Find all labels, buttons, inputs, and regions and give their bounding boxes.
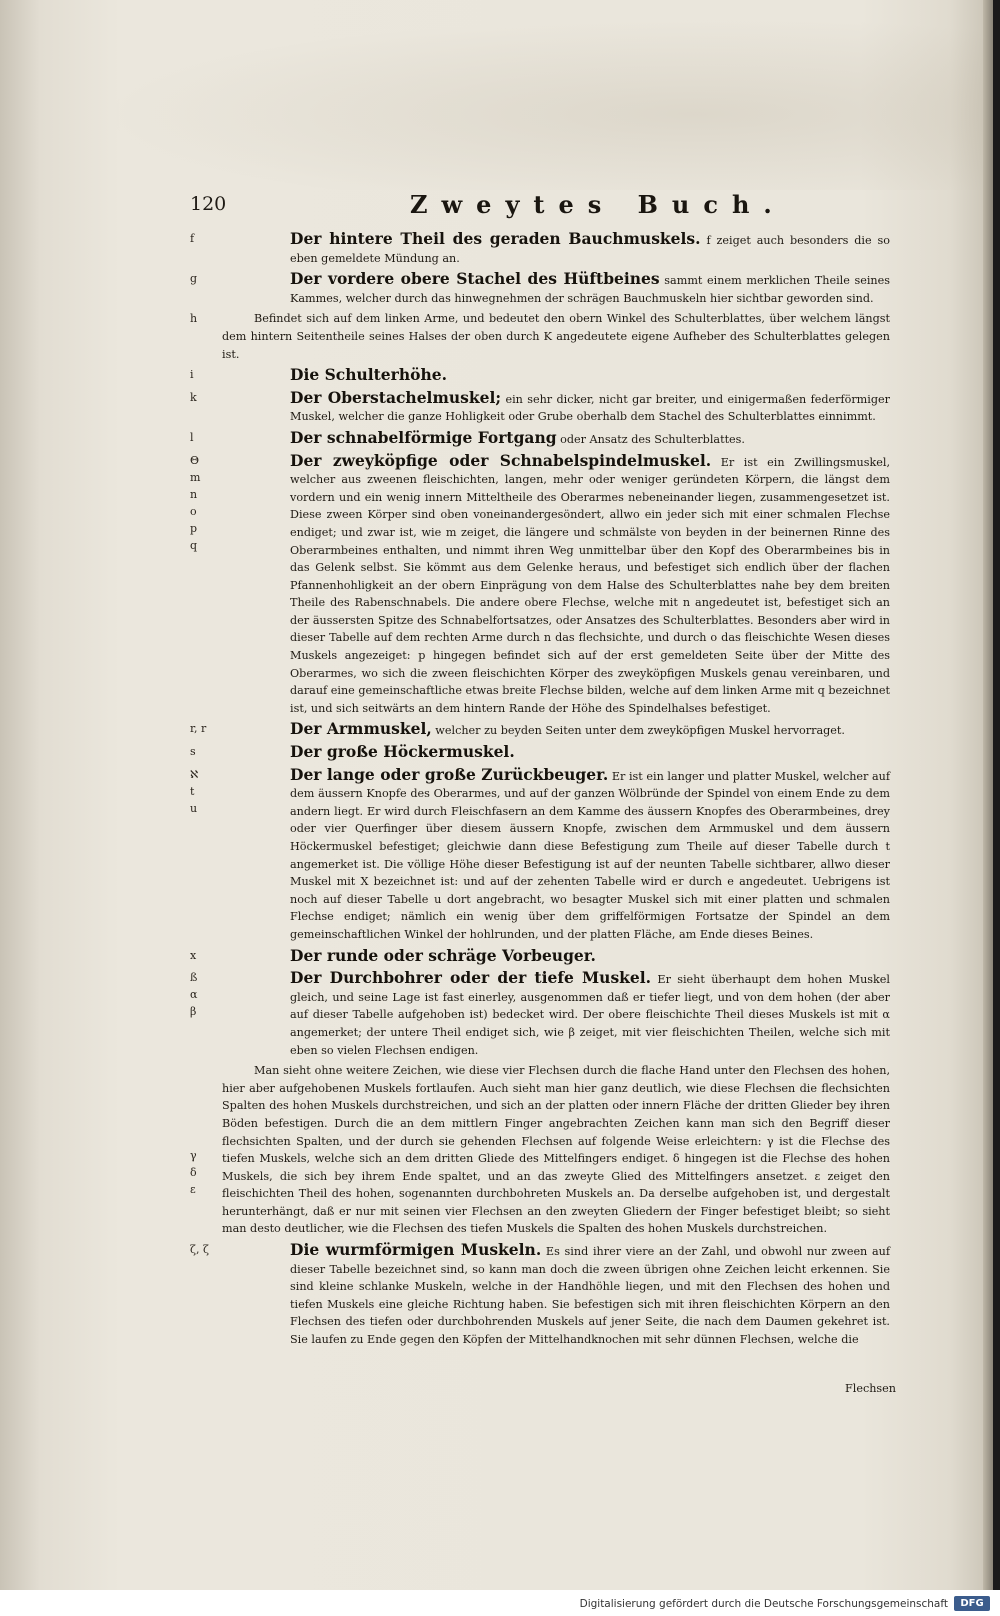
entry bbox=[190, 1241, 890, 1349]
dfg-logo: DFG bbox=[954, 1596, 990, 1611]
entry bbox=[190, 743, 890, 763]
entry-text bbox=[222, 230, 890, 267]
margin-marker: t bbox=[190, 784, 195, 798]
entry-markers bbox=[190, 452, 222, 718]
entry-text bbox=[222, 766, 890, 944]
entry-markers bbox=[190, 720, 222, 740]
page-number: 120 bbox=[190, 193, 227, 215]
margin-marker: r, r bbox=[190, 722, 207, 736]
entry-text bbox=[222, 720, 890, 740]
entry-markers bbox=[190, 230, 222, 267]
entry bbox=[190, 270, 890, 307]
entry-body: Er sieht überhaupt dem hohen Muskel gleich, und seine Lage ist fast einerley, ausgenommen daß er tiefer liegt, und von dem hohen (der aber auf dieser Tabelle aufgehoben ist) bedecket wird. Der obere fleischichte Theil dieses Muskels ist mit α angemerket; der untere Theil endiget sich, wie β zeiget, mit vier fleischichten Theilen, welche sich mit eben so vielen Flechsen endigen. bbox=[290, 973, 890, 1057]
entry-markers bbox=[190, 310, 222, 363]
running-head: Zweytes Buch. bbox=[410, 190, 786, 219]
catchword: Flechsen bbox=[845, 1382, 896, 1395]
margin-marker: γ bbox=[190, 1149, 197, 1163]
entry-heading: Die wurmförmigen Muskeln. bbox=[290, 1240, 542, 1260]
margin-marker: u bbox=[190, 801, 198, 815]
entry bbox=[190, 947, 890, 967]
margin-marker: p bbox=[190, 521, 198, 535]
entry-body: Es sind ihrer viere an der Zahl, und obwohl nur zween auf dieser Tabelle bezeichnet sind, so kann man doch die zween übrigen ohne Zeichen leicht erkennen. Sie sind kleine schlanke Muskeln, welche in der Handhöhle liegen, und mit den Flechsen des hohen und tiefen Muskels eine gleiche Richtung haben. Sie befestigen sich mit ihren fleischichten Körpern an den Flechsen des tiefen oder durchbohrenden Muskels auf jener Seite, die nach dem Daumen gekehret ist. Sie laufen zu Ende gegen den Köpfen der Mittelhandknochen mit sehr dünnen Flechsen, welche die bbox=[290, 1245, 890, 1347]
entry-body: oder Ansatz des Schulterblattes. bbox=[556, 432, 745, 446]
entry-body: Er ist ein langer und platter Muskel, welcher auf dem äussern Knopfe des Oberarmes, und auf der ganzen Wölbründe der Spindel von einem Ende zu dem andern liegt. Er wird durch Fleischfasern an dem Kamme des äussern Knopfes des Oberarmbeines, drey oder vier Querfinger über diesem äussern Knopfe, zwischen dem Armmuskel und dem äussern Höckermuskel befestiget; gleichwie dann diese Befestigung zum Theile auf dieser Tabelle durch t angemerket ist. Die völlige Höhe dieser Befestigung ist auf der neunten Tabelle sichtbarer, allwo dieser Muskel mit X bezeichnet ist: und auf der zehenten Tabelle wird er durch e angedeutet. Uebrigens ist noch auf dieser Tabelle u dort angebracht, wo besagter Muskel sich mit einer platten und schmalen Flechse endiget; nämlich ein wenig über dem griffelförmigen Fortsatze der Spindel an dem gemeinschaftlichen Winkel der hohlrunden, und der platten Fläche, am Ende dieses Beines. bbox=[290, 769, 890, 941]
entry-markers bbox=[190, 1241, 222, 1349]
entry-heading: Die Schulterhöhe. bbox=[290, 365, 447, 385]
entry-body: Befindet sich auf dem linken Arme, und bedeutet den obern Winkel des Schulterblattes, über welchem längst dem hintern Seitentheile seines Halses der oben durch K angedeutete eigene Aufheber des Schulterblattes gelegen ist. bbox=[222, 312, 890, 361]
margin-marker: x bbox=[190, 948, 197, 962]
margin-marker: f bbox=[190, 232, 195, 245]
entry bbox=[190, 230, 890, 267]
margin-marker bbox=[190, 1096, 222, 1113]
entry-text bbox=[222, 1241, 890, 1349]
entry-text bbox=[222, 947, 890, 967]
page-edge bbox=[983, 0, 993, 1590]
entry-markers bbox=[190, 270, 222, 307]
margin-marker: β bbox=[190, 1005, 197, 1019]
entry-body: sammt einem merklichen Theile seines Kammes, welcher durch das hinwegnehmen der schrägen Bauchmuskeln hier sichtbar geworden sind. bbox=[290, 274, 890, 305]
entry-markers bbox=[190, 743, 222, 763]
entry-body: f zeiget auch besonders die so eben gemeldete Mündung an. bbox=[290, 234, 890, 265]
entry bbox=[190, 366, 890, 386]
entry-markers bbox=[190, 969, 222, 1059]
entry-heading: Der schnabelförmige Fortgang bbox=[290, 427, 557, 447]
entry bbox=[190, 310, 890, 363]
entry-body: Man sieht ohne weitere Zeichen, wie diese vier Flechsen durch die flache Hand unter den Flechsen des hohen, hier aber aufgehobenen Muskels fortlaufen. Auch sieht man hier ganz deutlich, wie diese Flechsen die flechsichten Spalten des hohen Muskels durchstreichen, und sich an der platten oder innern Fläche der dritten Glieder bey ihren Böden befestigen. Durch die an dem mittlern Finger angebrachten Zeichen kann man sich den Begriff dieser flechsichten Spalten, und der durch sie gehenden Flechsen auf folgende Weise erleichtern: γ ist die Flechse des tiefen Muskels, welche sich an dem dritten Gliede des Mittelfingers endiget. δ hingegen ist die Flechse des hohen Muskels, die sich bey ihrem Ende spaltet, und an das zweyte Glied des Mittelfingers ansetzet. ε zeiget den fleischichten Theil des hohen, sogenannten durchbohreten Muskels an. Da derselbe aufgehoben ist, und dergestalt herunterhängt, daß er nur mit seinen vier Flechsen an den zweyten Gliedern der Finger befestiget bleibt; so sieht man desto deutlicher, wie die Flechsen des tiefen Muskels die Spalten des hohen Muskels durchstreichen. bbox=[222, 1064, 890, 1236]
margin-marker: Θ bbox=[190, 453, 200, 467]
entry-markers bbox=[190, 429, 222, 449]
entry-text bbox=[222, 969, 890, 1059]
entry-body: welcher zu beyden Seiten unter dem zweyköpfigen Muskel hervorraget. bbox=[431, 724, 845, 738]
bleed-through-shading bbox=[0, 0, 993, 190]
entry-heading: Der zweyköpfige oder Schnabelspindelmuskel. bbox=[290, 450, 712, 470]
margin-marker: h bbox=[190, 312, 198, 326]
entry-heading: Der Armmuskel, bbox=[290, 719, 432, 739]
entry-list bbox=[190, 230, 890, 1349]
margin-marker: ℵ bbox=[190, 767, 199, 781]
entry-markers bbox=[190, 366, 222, 386]
margin-marker: ε bbox=[190, 1183, 196, 1197]
entry-heading: Der runde oder schräge Vorbeuger. bbox=[290, 945, 596, 965]
footer-credit: Digitalisierung gefördert durch die Deutsche Forschungsgemeinschaft bbox=[579, 1598, 948, 1610]
margin-marker: ζ, ζ bbox=[190, 1243, 209, 1257]
entry-heading: Der große Höckermuskel. bbox=[290, 742, 515, 762]
entry-text bbox=[222, 429, 890, 449]
entry-heading: Der Oberstachelmuskel; bbox=[290, 387, 502, 407]
entry-text bbox=[222, 366, 890, 386]
margin-marker: l bbox=[190, 430, 194, 444]
margin-marker: q bbox=[190, 538, 198, 552]
margin-marker bbox=[190, 1130, 222, 1147]
entry bbox=[190, 452, 890, 718]
entry-markers bbox=[190, 947, 222, 967]
margin-marker: α bbox=[190, 988, 198, 1002]
margin-marker bbox=[190, 1062, 222, 1079]
entry-heading: Der Durchbohrer oder der tiefe Muskel. bbox=[290, 968, 652, 988]
entry bbox=[190, 969, 890, 1059]
margin-marker: k bbox=[190, 390, 197, 404]
entry-text bbox=[222, 743, 890, 763]
entry-text bbox=[222, 310, 890, 363]
margin-marker: m bbox=[190, 470, 201, 484]
entry-body: ein sehr dicker, nicht gar breiter, und einigermaßen federförmiger Muskel, welcher die ganze Hohligkeit oder Grube oberhalb dem Stachel des Schulterblattes einnimmt. bbox=[290, 392, 890, 424]
margin-marker: o bbox=[190, 504, 197, 518]
entry-markers bbox=[190, 389, 222, 426]
margin-marker: i bbox=[190, 368, 194, 382]
entry-text bbox=[222, 389, 890, 426]
entry bbox=[190, 1062, 890, 1238]
margin-marker: δ bbox=[190, 1166, 197, 1180]
entry-markers bbox=[190, 766, 222, 944]
entry bbox=[190, 720, 890, 740]
entry-text bbox=[222, 1062, 890, 1238]
entry-text bbox=[222, 270, 890, 307]
entry bbox=[190, 389, 890, 426]
entry-heading: Der lange oder große Zurückbeuger. bbox=[290, 764, 609, 784]
margin-marker: ß bbox=[190, 971, 198, 985]
entry bbox=[190, 766, 890, 944]
margin-marker: s bbox=[190, 745, 196, 759]
margin-marker: g bbox=[190, 272, 198, 286]
margin-marker: n bbox=[190, 487, 198, 501]
entry-heading: Der hintere Theil des geraden Bauchmuskels. bbox=[290, 229, 701, 248]
margin-marker bbox=[190, 1113, 222, 1130]
entry bbox=[190, 429, 890, 449]
entry-heading: Der vordere obere Stachel des Hüftbeines bbox=[290, 269, 660, 289]
entry-markers bbox=[190, 1062, 222, 1238]
margin-marker bbox=[190, 1079, 222, 1096]
entry-body: Er ist ein Zwillingsmuskel, welcher aus zweenen fleischichten, langen, mehr oder weniger geründeten Körpern, die längst dem vordern und ein wenig innern Mitteltheile des Oberarmes nebeneinander liegen, zusammengesetzet ist. Diese zween Körper sind oben voneinandergesöndert, allwo ein jeder sich mit einer schmalen Flechse endiget; und zwar ist, wie m zeiget, die längere und schmälste von beyden in der beinernen Rinne des Oberarmbeines enthalten, und nimmt ihren Weg unmittelbar über den Kopf des Oberarmbeines bis in das Gelenk selbst. Sie kömmt aus dem Gelenke heraus, und befestiget sich endlich über der flachen Pfannenhohligkeit an der obern Einprägung von dem Halse des Schulterblattes nahe bey dem breiten Theile des Rabenschnabels. Die andere obere Flechse, welche mit n angedeutet ist, befestiget sich an der äussersten Spitze des Schnabelfortsatzes, oder Ansatzes des Schulterblattes. Besonders aber wird in dieser Tabelle auf dem rechten Arme durch n das flechsichte, und durch o das fleischichte Wesen dieses Muskels angezeiget: p hingegen befindet sich auf der erst gemeldeten Seite über der Mitte des Oberarmes, wo sich die zween fleischichten Körper des zweyköpfigen Muskels genau vereinbaren, und darauf eine gemeinschaftliche etwas breite Flechse bilden, welche auf dem linken Arme mit q bezeichnet ist, und sich seitwärts an dem hintern Rande der Höhe des Spindelhalses befestiget. bbox=[290, 455, 890, 715]
entry-text bbox=[222, 452, 890, 718]
